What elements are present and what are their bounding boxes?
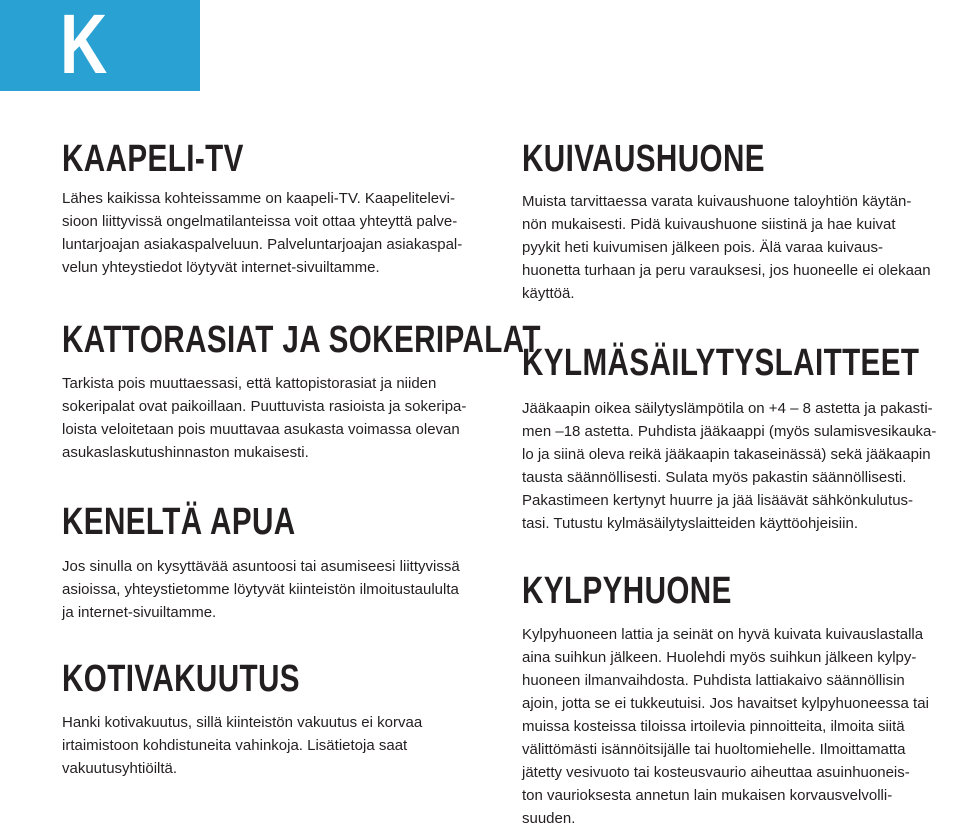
text-line: luntarjoajan asiakaspalveluun. Palveluntarjoajan asiakaspal- bbox=[62, 236, 463, 253]
text-line: ja internet-sivuiltamme. bbox=[62, 604, 217, 621]
heading-kenelta-apua: KENELTÄ APUA bbox=[62, 501, 296, 543]
paragraph-kotivakuutus bbox=[62, 711, 422, 780]
text-line: vakuutusyhtiöiltä. bbox=[62, 760, 178, 777]
paragraph-kuivaushuone bbox=[522, 190, 931, 305]
paragraph-kaapeli-tv bbox=[62, 187, 462, 279]
text-line: men –18 astetta. Puhdista jääkaappi (myös sulamisvesikauka- bbox=[522, 423, 937, 440]
text-line: nön mukaisesti. Pidä kuivaushuone siistinä ja hae kuivat bbox=[522, 216, 896, 233]
text-line: sioon liittyvissä ongelmatilanteissa voit ottaa yhteyttä palve- bbox=[62, 213, 458, 230]
text-line: Kylpyhuoneen lattia ja seinät on hyvä kuivata kuivauslastalla bbox=[522, 626, 924, 643]
section-letter: K bbox=[60, 0, 108, 91]
text-line: Jääkaapin oikea säilytyslämpötila on +4 – 8 astetta ja pakasti- bbox=[522, 400, 933, 417]
text-line: huonetta turhaan ja peru varauksesi, jos huoneelle ei olekaan bbox=[522, 262, 931, 279]
paragraph-kattorasiat bbox=[62, 372, 466, 464]
heading-kaapeli-tv: KAAPELI-TV bbox=[62, 138, 244, 180]
text-line: pyykit heti kuivumisen jälkeen pois. Älä varaa kuivaus- bbox=[522, 239, 884, 256]
text-line: jätetty vesivuoto tai kosteusvaurio aiheuttaa asuinhuoneis- bbox=[522, 764, 910, 781]
text-line: Pakastimeen kertynyt huurre ja jää lisäävät sähkönkulutus- bbox=[522, 492, 914, 509]
text-line: ton vaurioksesta annetun lain mukaisen korvausvelvolli- bbox=[522, 787, 893, 804]
text-line: ajoin, jotta se ei tukkeutuisi. Jos havaitset kylpyhuoneessa tai bbox=[522, 695, 929, 712]
heading-kattorasiat: KATTORASIAT JA SOKERIPALAT bbox=[62, 319, 541, 361]
text-line: Muista tarvittaessa varata kuivaushuone taloyhtiön käytän- bbox=[522, 193, 912, 210]
text-line: sokeripalat ovat paikoillaan. Puuttuvista rasioista ja sokeripa- bbox=[62, 398, 467, 415]
heading-kuivaushuone: KUIVAUSHUONE bbox=[522, 138, 765, 180]
text-line: irtaimistoon kohdistuneita vahinkoja. Lisätietoja saat bbox=[62, 737, 408, 754]
text-line: lo ja siinä oleva reikä jääkaapin takaseinässä) sekä jääkaapin bbox=[522, 446, 931, 463]
heading-kotivakuutus: KOTIVAKUUTUS bbox=[62, 658, 300, 700]
text-line: loista veloitetaan pois muuttavaa asukasta voimassa olevan bbox=[62, 421, 460, 438]
section-letter-box bbox=[0, 0, 200, 91]
text-line: tasi. Tutustu kylmäsäilytyslaitteiden käyttöohjeisiin. bbox=[522, 515, 858, 532]
paragraph-kenelta-apua bbox=[62, 555, 460, 624]
heading-kylmasailytyslaitteet: KYLMÄSÄILYTYSLAITTEET bbox=[522, 342, 920, 384]
text-line: välittömästi isännöitsijälle tai huoltomiehelle. Ilmoittamatta bbox=[522, 741, 906, 758]
text-line: suuden. bbox=[522, 810, 576, 827]
text-line: muissa kosteissa tiloissa irtoilevia pinnoitteita, ilmoita siitä bbox=[522, 718, 905, 735]
text-line: Lähes kaikissa kohteissamme on kaapeli-TV. Kaapelitelevi- bbox=[62, 190, 455, 207]
text-line: asioissa, yhteystietomme löytyvät kiinteistön ilmoitustaululta bbox=[62, 581, 459, 598]
text-line: Hanki kotivakuutus, sillä kiinteistön vakuutus ei korvaa bbox=[62, 714, 423, 731]
paragraph-kylpyhuone bbox=[522, 623, 929, 830]
text-line: tausta säännöllisesti. Sulata myös pakastin säännöllisesti. bbox=[522, 469, 907, 486]
heading-kylpyhuone: KYLPYHUONE bbox=[522, 570, 732, 612]
text-line: Tarkista pois muuttaessasi, että kattopistorasiat ja niiden bbox=[62, 375, 437, 392]
paragraph-kylmasailytyslaitteet bbox=[522, 397, 936, 535]
text-line: asukaslaskutushinnaston mukaisesti. bbox=[62, 444, 309, 461]
text-line: huoneen ilmanvaihdosta. Puhdista lattiakaivo säännöllisin bbox=[522, 672, 905, 689]
text-line: velun yhteystiedot löytyvät internet-sivuiltamme. bbox=[62, 259, 380, 276]
text-line: käyttöä. bbox=[522, 285, 575, 302]
text-line: Jos sinulla on kysyttävää asuntoosi tai asumiseesi liittyvissä bbox=[62, 558, 460, 575]
text-line: aina suihkun jälkeen. Huolehdi myös suihkun jälkeen kylpy- bbox=[522, 649, 917, 666]
